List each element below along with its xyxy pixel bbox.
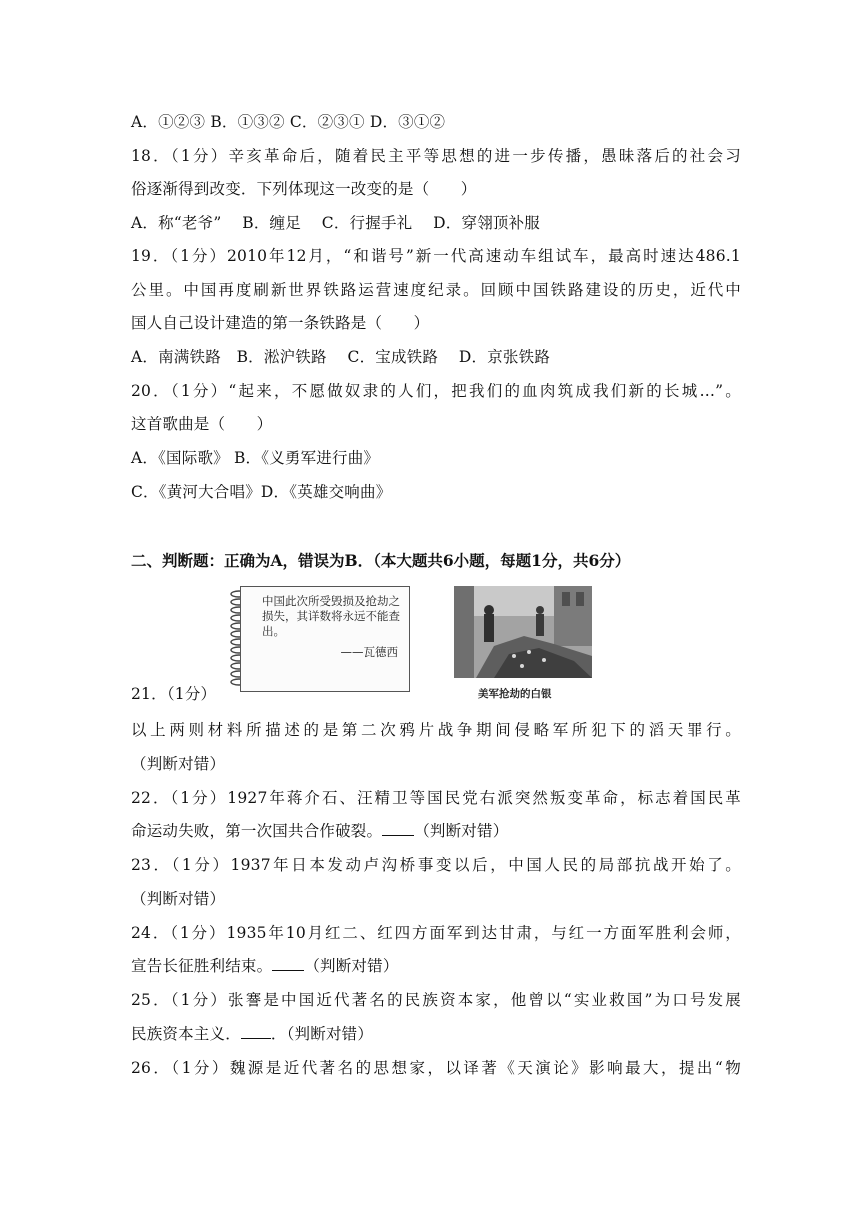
q17-options: A．①②③ B．①③② C．②③① D．③①② — [131, 113, 446, 131]
q21-label: 21．（1分） — [131, 685, 217, 703]
q19-line2: 公里。中国再度刷新世界铁路运营速度纪录。回顾中国铁路建设的历史，近代中 — [131, 281, 741, 299]
q24-line2-text: 宣告长征胜利结束。 — [131, 957, 273, 975]
q22-line2-text: 命运动失败，第一次国共合作破裂。 — [131, 822, 383, 840]
photo-caption: 美军抢劫的白银 — [478, 688, 552, 700]
q25-line2 — [131, 1023, 741, 1045]
answer-blank[interactable] — [382, 821, 414, 836]
silver-pile-photo — [454, 586, 592, 678]
section-heading: 二、判断题：正确为A，错误为B．（本大题共6小题，每题1分，共6分） — [131, 551, 631, 570]
q22-line1: 22．（1分）1927年蒋介石、汪精卫等国民党右派突然叛变革命，标志着国民革 — [131, 789, 741, 807]
notebook-signature: ——瓦德西 — [340, 645, 398, 659]
q18-line1: 18．（1分）辛亥革命后，随着民主平等思想的进一步传播，愚昧落后的社会习 — [131, 147, 741, 165]
q24-hint: （判断对错） — [304, 957, 399, 975]
q25-hint: ．（判断对错） — [270, 1025, 374, 1043]
q24-line1: 24．（1分）1935年10月红二、红四方面军到达甘肃，与红一方面军胜利会师， — [131, 924, 741, 942]
notebook-figure — [226, 584, 412, 694]
q23-line1: 23．（1分）1937年日本发动卢沟桥事变以后，中国人民的局部抗战开始了。 — [131, 856, 741, 874]
q22-line2 — [131, 820, 741, 842]
q21-line2: 以上两则材料所描述的是第二次鸦片战争期间侵略军所犯下的滔天罪行。 — [131, 721, 741, 739]
answer-blank[interactable] — [241, 1024, 271, 1039]
historical-photo — [454, 586, 592, 678]
q24-line2 — [131, 955, 741, 977]
q18-line2: 俗逐渐得到改变．下列体现这一改变的是（ ） — [131, 180, 477, 198]
q19-options: A．南满铁路 B．淞沪铁路 C．宝成铁路 D．京张铁路 — [131, 348, 551, 366]
q18-options: A．称“老爷” B．缠足 C．行握手礼 D．穿翎顶补服 — [131, 214, 541, 232]
q25-line1: 25．（1分）张謇是中国近代著名的民族资本家，他曾以“实业救国”为口号发展 — [131, 991, 741, 1009]
q20-options-ab: A．《国际歌》 B．《义勇军进行曲》 — [131, 449, 380, 467]
answer-blank[interactable] — [272, 956, 304, 971]
q20-line1: 20．（1分）“起来，不愿做奴隶的人们，把我们的血肉筑成我们新的长城…”。 — [131, 382, 741, 400]
q22-hint: （判断对错） — [414, 822, 509, 840]
q25-line2-text: 民族资本主义． — [131, 1025, 241, 1043]
q26-line1: 26．（1分）魏源是近代著名的思想家，以译著《天演论》影响最大，提出“物 — [131, 1059, 741, 1077]
q20-line2: 这首歌曲是（ ） — [131, 415, 273, 433]
q19-line3: 国人自己设计建造的第一条铁路是（ ） — [131, 314, 430, 332]
notebook-quote: 中国此次所受毁损及抢劫之损失，其详数将永远不能查出。 — [262, 594, 400, 638]
q21-line3: （判断对错） — [131, 755, 226, 773]
q20-options-cd: C．《黄河大合唱》D．《英雄交响曲》 — [131, 483, 392, 501]
q23-line2: （判断对错） — [131, 890, 226, 908]
q19-line1: 19．（1分）2010年12月，“和谐号”新一代高速动车组试车，最高时速达486.1 — [131, 247, 741, 265]
